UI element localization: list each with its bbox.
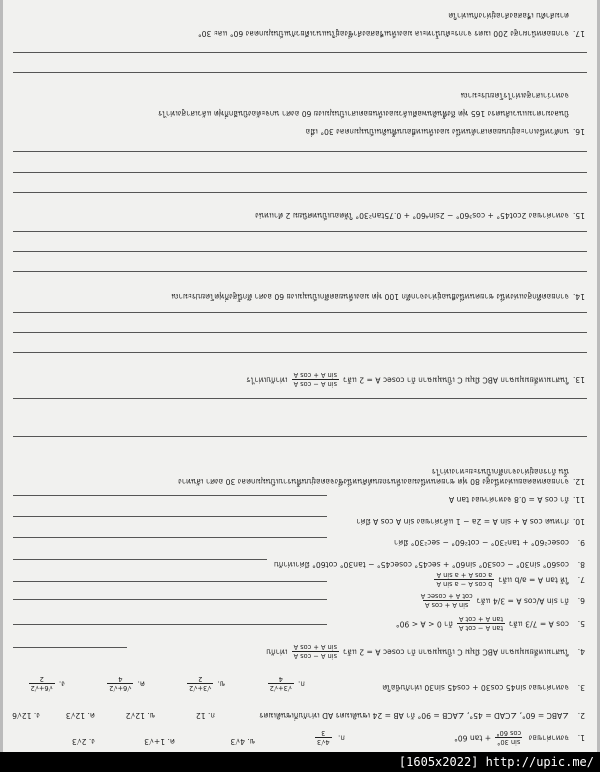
question-8: 8.cos60° sin30° − cos30° sin60° + sec45° cosec45° − tan30° cot60° มีค่าเท่ากับ	[274, 560, 585, 569]
choice-d: ง. 2√3	[71, 737, 95, 746]
answer-line	[13, 172, 587, 173]
choice-a: ก. 12	[195, 711, 215, 720]
choice-b: ข. 4√3	[230, 737, 255, 746]
question-text: ∠ABC = 60°, ∠CAD = 45°, ∠ACB = 90° ถ้า AB = 24 เซนติเมตร AD เท่ากับกี่เซนติเมตร	[259, 711, 569, 720]
choice-b: ข. 12√2	[125, 711, 155, 720]
answer-line	[13, 559, 267, 560]
answer-line	[13, 52, 587, 53]
answer-line	[13, 192, 587, 193]
denominator: cos 60°	[496, 729, 522, 737]
question-9: 9.cosec²60° + tan²30° − cot²60° − sec²30° มีค่า	[393, 538, 585, 547]
answer-line	[13, 624, 327, 625]
question-12: 12.จากยอดหอคอยแห่งหนึ่งสูง 80 ฟุต ชายคนหนึ่งมองเห็นรถยนต์คันหนึ่งซึ่งจอดอยู่บนพื้นราบเป็นมุมกดลง 30 องศา เส้นทาง นั้น ถ้ารถอยู่ห่างจากตึกเป็นระยะทางเท่าไร	[178, 467, 585, 486]
question-number: 1.	[577, 733, 585, 743]
question-14: 14.จากยอดตึกสูงแห่งหนึ่ง ชายคนหนึ่งยืนอยู่ห่างจากตึก 100 ฟุต มองเห็นยอดตึกเป็นมุมเงย 60 องศา ตึกนี้สูงกี่ฟุตโดยประมาณ	[171, 292, 585, 301]
question-17: 17.จากยอดหน้าผาสูง 200 เมตร จากระดับน้ำทะเล มองเห็นเรือสองลำซึ่งอยู่ในแนวเดียวกันเป็นมุมกดลง 60° และ 30° ตามลำดับ เรือสองลำอยู่ห่างกันเท่าใด	[197, 11, 585, 38]
answer-line	[13, 398, 587, 399]
question-text: จงหาค่าของ	[528, 733, 569, 743]
question-15: 15.จงหาค่าของ 2cot45° + cos³60° − 2sin⁴60° + 0.75tan²30° ให้ตอบเป็นทศนิยม 2 ตำแหน่ง	[255, 211, 585, 220]
fraction	[495, 729, 522, 746]
choice-d: ง. 12√6	[12, 711, 40, 720]
answer-line	[13, 151, 587, 152]
question-text: + tan 60°	[454, 733, 492, 743]
answer-line	[13, 537, 327, 538]
answer-line	[13, 332, 587, 333]
answer-line	[13, 312, 587, 313]
question-4: 4.ในสามเหลี่ยมมุมฉาก ABC มีมุม C เป็นมุมฉาก ถ้า cosec A = 2 แล้ว sin A − cos A sin A + cos A เท่ากับ	[266, 643, 585, 660]
choice-c: ค. 1+√3	[144, 737, 175, 746]
answer-line	[13, 352, 587, 353]
choice-c: ค. 12√3	[65, 711, 95, 720]
choice-d: ง. √6+√2 2	[30, 675, 65, 692]
question-10: 10.กำหนด cos A + sin A = 2a − 1 แล้วค่าของ sin A cos A มีค่า	[356, 517, 585, 526]
choice-a: ก. √3+√2 4	[269, 675, 305, 692]
question-16: 16.นกตัวหนึ่งเกาะอยู่บนยอดเสาต้นหนึ่ง มองเห็นเหยื่อบนพื้นดินเป็นมุมกดลง 30° เมื่อ บินลงมาตามแนวเส้นตรง 165 ฟุต ถึงพื้นดินพอดีแล้วมองเห็นยอดเสาเป็นมุมเงย 60 องศา นกจะต้องบินอีกกี่ฟุต แล้วเสาสูงเท่าไร จงหาว่าเสาสูงเท่าไรโดยประมาณ	[158, 91, 585, 136]
choice-b: ข. √3+√2 2	[189, 675, 225, 692]
answer-line	[13, 72, 587, 73]
question-11: 11.ถ้า cos A = 0.8 จงหาค่าของ tan A	[448, 495, 585, 504]
choice-c: ค. √6+√2 4	[109, 675, 145, 692]
answer-line	[13, 271, 587, 272]
answer-line	[13, 647, 127, 648]
question-text: จงหาค่าของ sin45 cos30 + cos45 sin30 เท่ากับข้อใด	[382, 683, 569, 692]
watermark: [1605x2022] http://upic.me/	[0, 752, 600, 772]
answer-line	[13, 436, 587, 437]
answer-line	[13, 599, 327, 600]
answer-line	[13, 231, 587, 232]
answer-line	[13, 516, 327, 517]
answer-line	[13, 581, 327, 582]
question-1	[9, 729, 585, 746]
answer-line	[13, 495, 327, 496]
question-7: 7.ให้ tan A = a/b แล้ว b cos A − a sin A a cos A + a sin A	[436, 571, 585, 588]
question-2: 2.∠ABC = 60°, ∠CAD = 45°, ∠ACB = 90° ถ้า AB = 24 เซนติเมตร AD เท่ากับกี่เซนติเมตร ก. 12 ข. 12√2 ค. 12√3 ง. 12√6	[12, 711, 585, 720]
question-3: 3.จงหาค่าของ sin45 cos30 + cos45 sin30 เท่ากับข้อใด ก. √3+√2 4 ข. √3+√2 2 ค. √6+√2 4 ง. √6+√2 2	[9, 672, 585, 692]
question-5: 5.cos A = 7/3 แล้ว tan A − cot A tan A + cot A ถ้า 0 < A < 90°	[395, 615, 585, 632]
question-6: 6.ถ้า sin A/cos A = 3/4 แล้ว sin A + cos A cot A + cosec A	[420, 592, 585, 609]
answer-line	[13, 251, 587, 252]
choice-a: ก. 4√3 3	[316, 729, 345, 746]
numerator: sin 30°	[497, 738, 521, 746]
question-13: 13.ในสามเหลี่ยมมุมฉาก ABC มีมุม C เป็นมุมฉาก ถ้า cosec A = 2 แล้ว sin A − cos A sin A + cos A เท่ากับเท่าไร	[246, 371, 585, 388]
